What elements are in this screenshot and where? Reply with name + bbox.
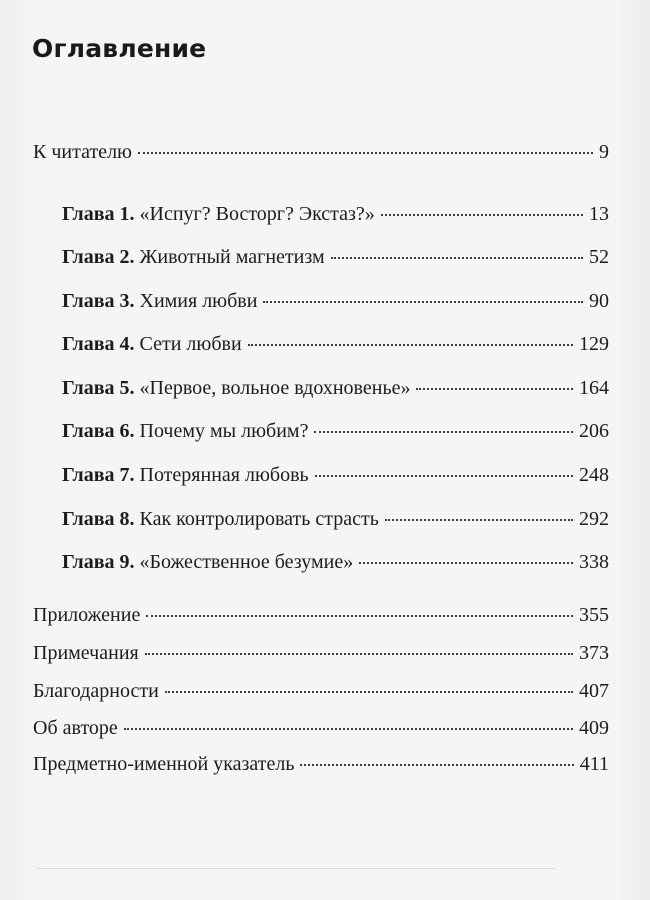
toc-entry-chapter-6	[62, 419, 609, 443]
toc-entry-chapter-5	[62, 376, 609, 400]
toc-entry-chapter-4	[62, 332, 609, 356]
toc-entry-chapter-2	[62, 245, 609, 269]
dot-leader	[314, 431, 573, 433]
toc-page-number: 373	[579, 642, 609, 664]
toc-entry-label	[62, 289, 257, 313]
toc-page-number: 164	[579, 377, 609, 399]
chapter-title: Сети любви	[139, 333, 242, 355]
toc-entry-chapter-8	[62, 507, 609, 531]
toc-entry-chapter-1	[62, 202, 609, 226]
dot-leader	[359, 562, 573, 564]
toc-entry-label: Приложение	[33, 604, 141, 626]
toc-entry-label	[62, 245, 325, 269]
toc-page-number: 248	[579, 464, 609, 486]
toc-entry-label: Предметно-именной указатель	[33, 753, 295, 775]
toc-entry-acknowledgements	[33, 679, 609, 703]
chapter-title: «Первое, вольное вдохновенье»	[139, 377, 411, 399]
toc-entry-label	[62, 202, 375, 226]
chapter-prefix: Глава 8.	[62, 508, 135, 530]
toc-entry-label	[62, 550, 353, 574]
chapter-title: Потерянная любовь	[139, 464, 309, 486]
toc-entry-intro	[33, 140, 609, 164]
toc-entry-label: Примечания	[33, 642, 139, 664]
chapter-prefix: Глава 7.	[62, 464, 135, 486]
dot-leader	[263, 301, 583, 303]
chapter-prefix: Глава 4.	[62, 333, 135, 355]
dot-leader	[165, 691, 573, 693]
toc-page-number: 407	[579, 680, 609, 702]
toc-entry-index	[33, 752, 609, 776]
toc-page-number: 90	[589, 290, 609, 312]
toc-entry-label	[62, 332, 242, 356]
toc-entry-label	[62, 419, 308, 443]
toc-entry-chapter-7	[62, 463, 609, 487]
toc-entry-chapter-9	[62, 550, 609, 574]
dot-leader	[315, 475, 573, 477]
toc-page-number: 355	[579, 604, 609, 626]
toc-entry-label: Об авторе	[33, 717, 118, 739]
dot-leader	[138, 152, 593, 154]
toc-entry-label	[62, 463, 309, 487]
chapter-prefix: Глава 1.	[62, 203, 135, 225]
chapter-title: Как контролировать страсть	[139, 508, 379, 530]
toc-page-number: 52	[589, 246, 609, 268]
dot-leader	[145, 653, 573, 655]
toc-page-number: 292	[579, 508, 609, 530]
chapter-title: «Божественное безумие»	[139, 551, 354, 573]
toc-page-number: 338	[579, 551, 609, 573]
toc-entry-label	[62, 376, 410, 400]
toc-page-number: 409	[579, 717, 609, 739]
show-through-rule	[36, 868, 556, 869]
dot-leader	[124, 728, 573, 730]
dot-leader	[416, 388, 573, 390]
toc-entry-about-author	[33, 716, 609, 740]
toc-page-number: 411	[579, 753, 609, 775]
chapter-prefix: Глава 5.	[62, 377, 135, 399]
dot-leader	[331, 257, 583, 259]
toc-page-number: 13	[589, 203, 609, 225]
toc-entry-label	[62, 507, 379, 531]
dot-leader	[300, 764, 573, 766]
chapter-prefix: Глава 9.	[62, 551, 135, 573]
toc-page-number: 129	[579, 333, 609, 355]
dot-leader	[381, 214, 583, 216]
toc-page-number: 206	[579, 420, 609, 442]
toc-entry-chapter-3	[62, 289, 609, 313]
dot-leader	[146, 615, 573, 617]
page-title: Оглавление	[32, 34, 207, 63]
toc-entry-label: Благодарности	[33, 680, 159, 702]
chapter-prefix: Глава 2.	[62, 246, 135, 268]
chapter-title: Животный магнетизм	[139, 246, 325, 268]
chapter-title: Почему мы любим?	[139, 420, 309, 442]
chapter-prefix: Глава 3.	[62, 290, 135, 312]
dot-leader	[385, 519, 573, 521]
chapter-title: «Испуг? Восторг? Экстаз?»	[139, 203, 375, 225]
toc-entry-notes	[33, 641, 609, 665]
chapter-title: Химия любви	[139, 290, 258, 312]
toc-entry-appendix	[33, 603, 609, 627]
toc-page-number: 9	[599, 141, 609, 163]
chapter-prefix: Глава 6.	[62, 420, 135, 442]
toc-entry-label: К читателю	[33, 141, 132, 163]
dot-leader	[248, 344, 573, 346]
